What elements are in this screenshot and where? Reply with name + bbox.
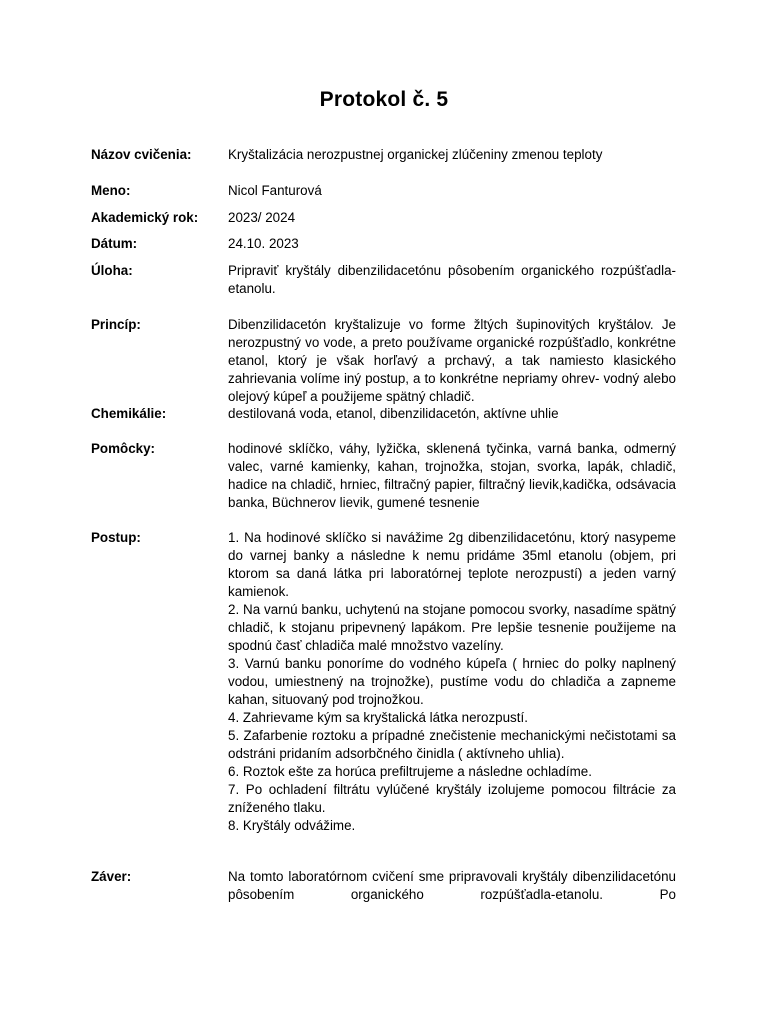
field-value xyxy=(228,529,676,835)
postup-step: 3. Varnú banku ponoríme do vodného kúpeľa ( hrniec do polky naplnený vodou, umiestnený na trojnožke), pustíme vodu do chladiča a zapneme kahan, situovaný pod trojnožkou. xyxy=(228,656,676,707)
field-label: Názov cvičenia: xyxy=(91,147,192,162)
field-label: Akademický rok: xyxy=(91,210,199,225)
field-label: Úloha: xyxy=(91,263,133,278)
field-value: Nicol Fanturová xyxy=(228,183,322,198)
field-value: 2023/ 2024 xyxy=(228,210,296,225)
field-value: destilovaná voda, etanol, dibenzilidacetón, aktívne uhlie xyxy=(228,406,559,421)
field-value: Pripraviť kryštály dibenzilidacetónu pôsobením organického rozpúšťadla- etanolu. xyxy=(228,263,676,296)
postup-step: 1. Na hodinové sklíčko si navážime 2g dibenzilidacetónu, ktorý nasypeme do varnej banky a následne k nemu pridáme 35ml etanolu (objem, pri ktorom sa daná látka pri laboratórnej teplote nerozpustí) a jeden varný kamienok. xyxy=(228,530,676,599)
field-value: Na tomto laboratórnom cvičení sme pripravovali kryštály dibenzilidacetónu pôsobením organického rozpúšťadla-etanolu. Po xyxy=(228,869,676,902)
field-value: Kryštalizácia nerozpustnej organickej zlúčeniny zmenou teploty xyxy=(228,147,603,162)
postup-step: 5. Zafarbenie roztoku a prípadné znečistenie mechanickými nečistotami sa odstráni pridaním adsorbčného činidla ( aktívneho uhlia). xyxy=(228,728,676,761)
field-label: Princíp: xyxy=(91,317,141,332)
postup-step: 7. Po ochladení filtrátu vylúčené kryštály izolujeme pomocou filtrácie za zníženého tlaku. xyxy=(228,782,676,815)
field-label: Chemikálie: xyxy=(91,406,167,421)
postup-step: 4. Zahrievame kým sa kryštalická látka nerozpustí. xyxy=(228,710,528,725)
postup-step: 2. Na varnú banku, uchytenú na stojane pomocou svorky, nasadíme spätný chladič, k stojanu pripevnený lapákom. Pre lepšie tesnenie použijeme na spodnú časť chladiča malé množstvo vazelíny. xyxy=(228,602,676,653)
field-value: hodinové sklíčko, váhy, lyžička, sklenená tyčinka, varná banka, odmerný valec, varné kamienky, kahan, trojnožka, stojan, svorka, lapák, chladič, hadice na chladič, hrniec, filtračný papier, filtračný lievik,kadička, odsávacia banka, Büchnerov lievik, gumené tesnenie xyxy=(228,441,676,510)
field-label: Záver: xyxy=(91,869,132,884)
field-value: Dibenzilidacetón kryštalizuje vo forme žltých šupinovitých kryštálov. Je nerozpustný vo vode, a preto používame organické rozpúšťadlo, konkrétne etanol, ktorý je však horľavý a prchavý, a tak namiesto klasického zahrievania volíme iný postup, a to konkrétne nepriamy ohrev- vodný alebo olejový kúpeľ a použijeme spätný chladič. xyxy=(228,317,676,404)
postup-step: 6. Roztok ešte za horúca prefiltrujeme a následne ochladíme. xyxy=(228,764,592,779)
field-value: 24.10. 2023 xyxy=(228,236,299,251)
field-label: Meno: xyxy=(91,183,131,198)
field-label: Dátum: xyxy=(91,236,138,251)
postup-step: 8. Kryštály odvážime. xyxy=(228,818,356,833)
field-label: Postup: xyxy=(91,530,141,545)
field-label: Pomôcky: xyxy=(91,441,155,456)
page-title: Protokol č. 5 xyxy=(319,88,449,111)
